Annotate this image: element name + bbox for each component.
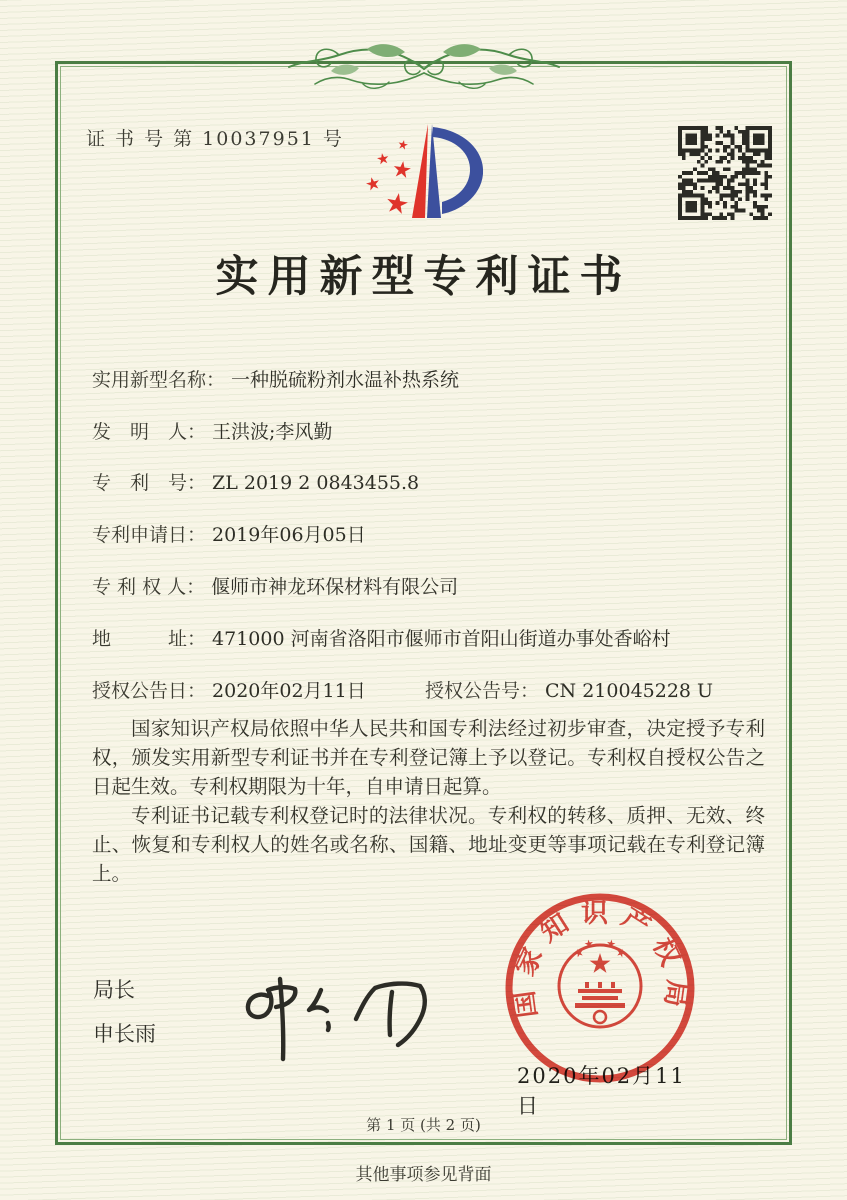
certificate-number: 证 书 号 第 10037951 号 — [86, 128, 344, 150]
field-row-grant — [92, 676, 772, 703]
legal-paragraph-1: 国家知识产权局依照中华人民共和国专利法经过初步审查，决定授予专利权，颁发实用新型专利证书并在专利登记簿上予以登记。专利权自授权公告之日起生效。专利权期限为十年，自申请日起算。 — [92, 717, 765, 798]
field-value: 471000 河南省洛阳市偃师市首阳山街道办事处香峪村 — [212, 628, 671, 650]
back-side-note: 其他事项参见背面 — [355, 1165, 492, 1185]
field-value: 2019年06月05日 — [212, 524, 366, 546]
field-value: ZL 2019 2 0843455.8 — [212, 472, 420, 494]
qr-code — [678, 126, 772, 220]
field-label: 专 利 权 人： — [92, 576, 206, 598]
grant-no-value: CN 210045228 U — [545, 680, 714, 702]
field-label: 专利申请日： — [92, 524, 207, 546]
field-label: 实用新型名称： — [92, 369, 226, 391]
field-row-inventor — [92, 417, 772, 444]
certificate-title: 实用新型专利证书 — [215, 252, 632, 302]
grant-no-label: 授权公告号： — [425, 680, 540, 702]
grant-no-pair — [425, 676, 713, 703]
commissioner-name: 申长雨 — [93, 1022, 156, 1046]
commissioner-signature — [216, 946, 448, 1072]
legal-text — [92, 714, 765, 888]
border-ornament-icon — [283, 38, 565, 100]
field-row-name — [92, 365, 772, 392]
page-indicator: 第 1 页 (共 2 页) — [366, 1116, 481, 1134]
legal-paragraph-2: 专利证书记载专利权登记时的法律状况。专利权的转移、质押、无效、终止、恢复和专利权人的姓名或名称、国籍、地址变更等事项记载在专利登记簿上。 — [92, 804, 765, 885]
commissioner-title: 局长 — [93, 978, 135, 1002]
field-row-patentee — [92, 572, 772, 599]
national-emblem-icon — [559, 939, 641, 1027]
field-row-filing-date — [92, 520, 772, 547]
seal-date: 2020年02月11日 — [517, 1064, 686, 1118]
cnipa-logo-icon — [345, 101, 505, 235]
grant-date-value: 2020年02月11日 — [212, 680, 366, 702]
field-value: 一种脱硫粉剂水温补热系统 — [231, 369, 460, 391]
field-row-patent-no — [92, 468, 772, 495]
commissioner-block — [93, 974, 156, 1048]
field-value: 偃师市神龙环保材料有限公司 — [211, 576, 459, 598]
field-label: 专 利 号： — [92, 472, 207, 494]
field-row-address — [92, 624, 772, 651]
grant-date-label: 授权公告日： — [92, 680, 207, 702]
field-value: 王洪波;李风勤 — [212, 421, 333, 443]
seal-text: 国家知识产权局 — [507, 897, 693, 1020]
official-seal — [502, 890, 698, 1086]
field-label: 发 明 人： — [92, 421, 207, 443]
field-label: 地 址： — [92, 628, 207, 650]
